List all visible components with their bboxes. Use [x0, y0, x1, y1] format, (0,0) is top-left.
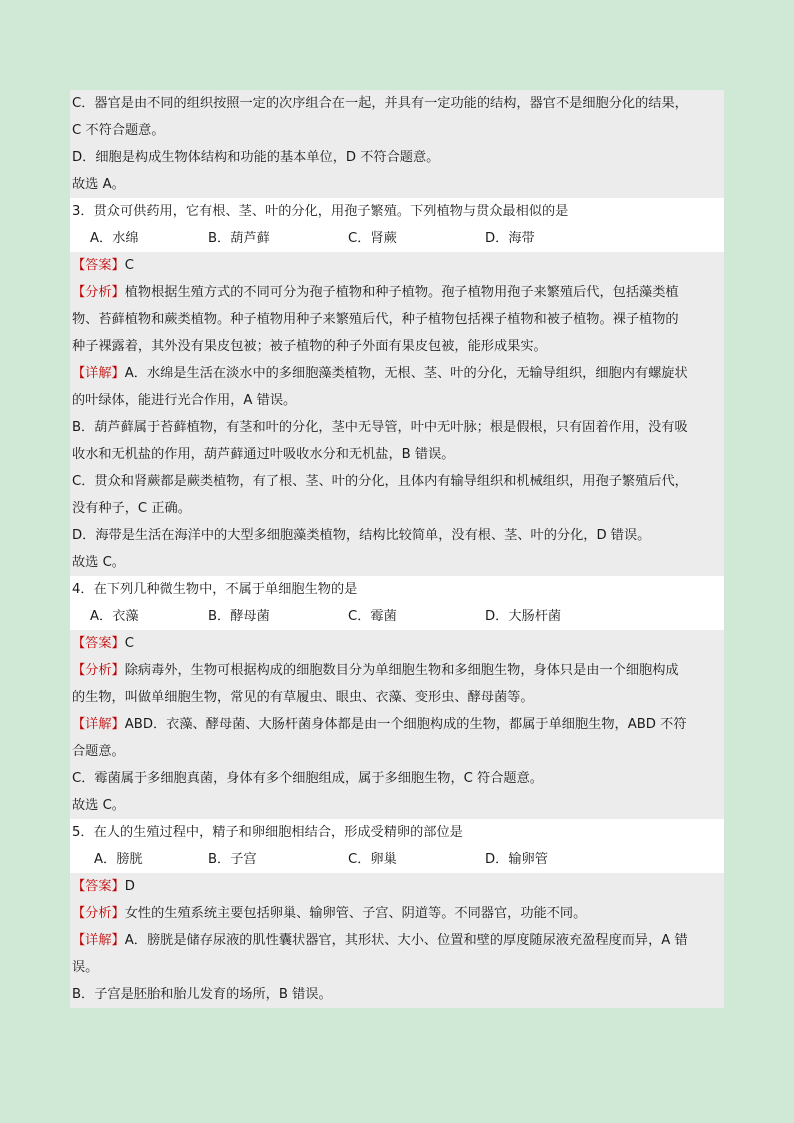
- choose-line: 故选 C。: [70, 549, 724, 576]
- detail-tag: 【详解】: [72, 717, 125, 732]
- option-b: B．子宫: [208, 852, 257, 867]
- analysis-line: 物、苔藓植物和蕨类植物。种子植物用种子来繁殖后代，种子植物包括裸子植物和被子植物。裸子植物的: [70, 306, 724, 333]
- text-line: C 不符合题意。: [70, 117, 724, 144]
- detail-line: C．霉菌属于多细胞真菌，身体有多个细胞组成，属于多细胞生物，C 符合题意。: [70, 765, 724, 792]
- question-4-stem: 4．在下列几种微生物中，不属于单细胞生物的是: [70, 576, 724, 603]
- question-5-options: [70, 846, 724, 873]
- analysis-text: 女性的生殖系统主要包括卵巢、输卵管、子宫、阴道等。不同器官，功能不同。: [124, 906, 587, 921]
- detail-text: A．膀胱是储存尿液的肌性囊状器官，其形状、大小、位置和壁的厚度随尿液充盈程度而异，A 错: [124, 933, 688, 948]
- analysis-line: 的生物，叫做单细胞生物，常见的有草履虫、眼虫、衣藻、变形虫、酵母菌等。: [70, 684, 724, 711]
- option-d: D．大肠杆菌: [485, 609, 562, 624]
- analysis-tag: 【分析】: [72, 906, 125, 921]
- option-b: B．葫芦藓: [208, 231, 270, 246]
- question-5-stem: 5．在人的生殖过程中，精子和卵细胞相结合，形成受精卵的部位是: [70, 819, 724, 846]
- choose-line: 故选 C。: [70, 792, 724, 819]
- detail-tag: 【详解】: [72, 366, 125, 381]
- detail-line: D．海带是生活在海洋中的大型多细胞藻类植物，结构比较简单，没有根、茎、叶的分化，D 错误。: [70, 522, 724, 549]
- analysis-line: [70, 900, 724, 927]
- answer-value: C: [124, 258, 134, 273]
- answer-value: C: [124, 636, 134, 651]
- detail-line: 没有种子，C 正确。: [70, 495, 724, 522]
- analysis-line: [70, 279, 724, 306]
- option-c: C．霉菌: [348, 609, 397, 624]
- option-d: D．海带: [485, 231, 535, 246]
- answer-line: [70, 873, 724, 900]
- question-3-options: [70, 225, 724, 252]
- option-a: A．衣藻: [90, 609, 139, 624]
- text-line: C．器官是由不同的组织按照一定的次序组合在一起，并具有一定功能的结构，器官不是细胞分化的结果，: [70, 90, 724, 117]
- document-page: [70, 90, 724, 1008]
- answer-tag: 【答案】: [72, 879, 125, 894]
- answer-tag: 【答案】: [72, 258, 125, 273]
- detail-line: C．贯众和肾蕨都是蕨类植物，有了根、茎、叶的分化，且体内有输导组织和机械组织，用孢子繁殖后代，: [70, 468, 724, 495]
- answer-value: D: [124, 879, 135, 894]
- question-4-options: [70, 603, 724, 630]
- question-3-stem: 3．贯众可供药用，它有根、茎、叶的分化，用孢子繁殖。下列植物与贯众最相似的是: [70, 198, 724, 225]
- option-a: A．水绵: [90, 231, 139, 246]
- analysis-tag: 【分析】: [72, 663, 125, 678]
- detail-line: [70, 711, 724, 738]
- detail-line: B．葫芦藓属于苔藓植物，有茎和叶的分化，茎中无导管，叶中无叶脉；根是假根，只有固着作用，没有吸: [70, 414, 724, 441]
- detail-tag: 【详解】: [72, 933, 125, 948]
- detail-line: 合题意。: [70, 738, 724, 765]
- detail-line: 收水和无机盐的作用，葫芦藓通过叶吸收水分和无机盐，B 错误。: [70, 441, 724, 468]
- option-a: A．膀胱: [94, 852, 143, 867]
- detail-line: 的叶绿体，能进行光合作用，A 错误。: [70, 387, 724, 414]
- option-d: D．输卵管: [485, 852, 548, 867]
- answer-line: [70, 630, 724, 657]
- text-line: 故选 A。: [70, 171, 724, 198]
- answer-line: [70, 252, 724, 279]
- option-c: C．肾蕨: [348, 231, 397, 246]
- option-b: B．酵母菌: [208, 609, 270, 624]
- text-line: D．细胞是构成生物体结构和功能的基本单位，D 不符合题意。: [70, 144, 724, 171]
- detail-line: 误。: [70, 954, 724, 981]
- analysis-line: 种子裸露着，其外没有果皮包被；被子植物的种子外面有果皮包被，能形成果实。: [70, 333, 724, 360]
- answer-tag: 【答案】: [72, 636, 125, 651]
- analysis-text: 除病毒外，生物可根据构成的细胞数目分为单细胞生物和多细胞生物，身体只是由一个细胞构成: [124, 663, 679, 678]
- detail-text: ABD．衣藻、酵母菌、大肠杆菌身体都是由一个细胞构成的生物，都属于单细胞生物，ABD 不符: [124, 717, 687, 732]
- option-c: C．卵巢: [348, 852, 397, 867]
- detail-line: [70, 927, 724, 954]
- analysis-text: 植物根据生殖方式的不同可分为孢子植物和种子植物。孢子植物用孢子来繁殖后代，包括藻类植: [124, 285, 679, 300]
- analysis-tag: 【分析】: [72, 285, 125, 300]
- detail-text: A．水绵是生活在淡水中的多细胞藻类植物，无根、茎、叶的分化，无输导组织，细胞内有螺旋状: [124, 366, 688, 381]
- detail-line: [70, 360, 724, 387]
- detail-line: B．子宫是胚胎和胎儿发育的场所，B 错误。: [70, 981, 724, 1008]
- analysis-line: [70, 657, 724, 684]
